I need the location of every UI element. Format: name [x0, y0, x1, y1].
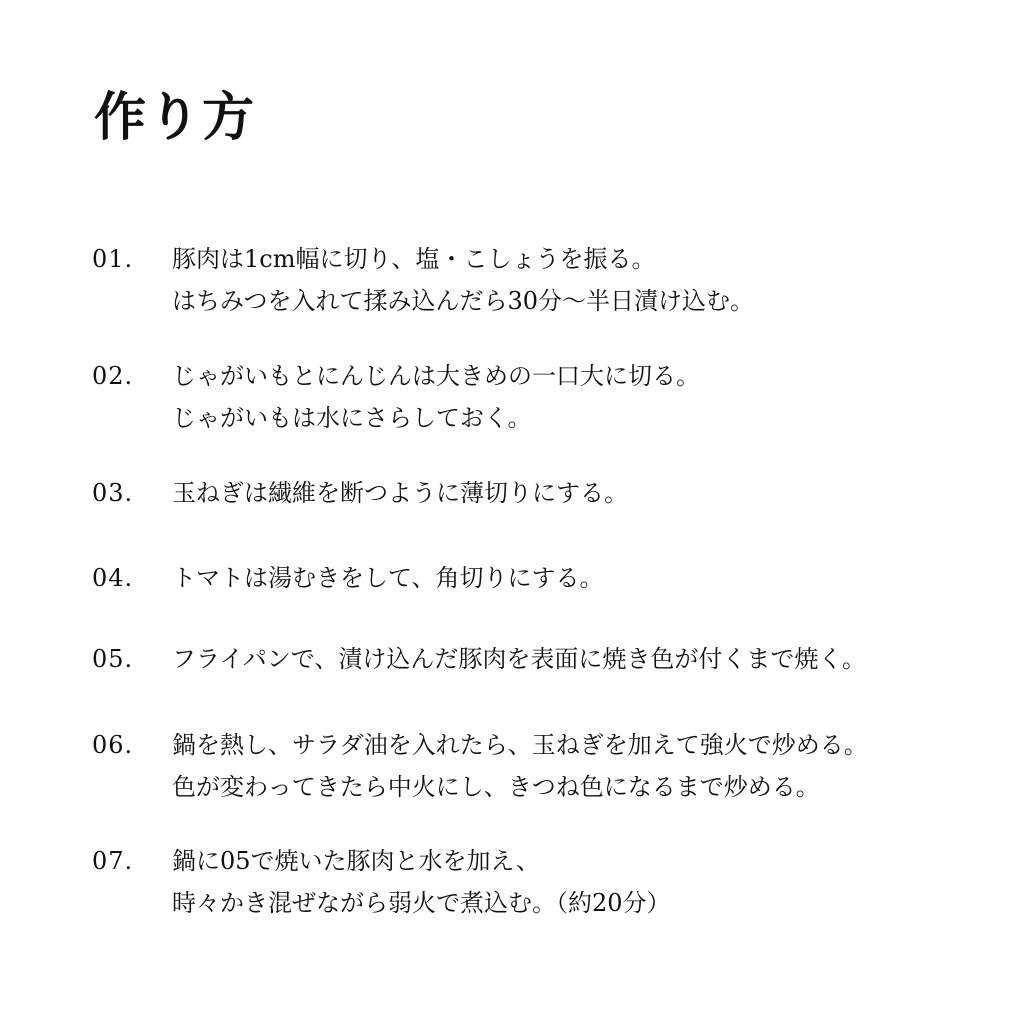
step-text	[172, 724, 868, 808]
page-title: 作り方	[94, 87, 257, 148]
step-text	[172, 557, 604, 599]
step-text	[172, 355, 700, 439]
step-line: 鍋に05で焼いた豚肉と水を加え、	[172, 847, 540, 875]
step-line: 玉ねぎは繊維を断つように薄切りにする。	[172, 479, 628, 507]
step-number: 05.	[92, 645, 134, 673]
step-line: トマトは湯むきをして、角切りにする。	[172, 564, 604, 592]
step-line: じゃがいもは水にさらしておく。	[172, 404, 532, 432]
step-text	[172, 840, 671, 924]
step-number: 07.	[92, 847, 134, 875]
step-text	[172, 638, 866, 680]
step-number: 04.	[92, 564, 134, 592]
step-line: 鍋を熱し、サラダ油を入れたら、玉ねぎを加えて強火で炒める。	[172, 731, 868, 759]
step-line: 色が変わってきたら中火にし、きつね色になるまで炒める。	[172, 773, 820, 801]
step-text	[172, 238, 754, 322]
step-line: フライパンで、漬け込んだ豚肉を表面に焼き色が付くまで焼く。	[172, 645, 866, 673]
step-line: じゃがいもとにんじんは大きめの一口大に切る。	[172, 362, 700, 390]
step-number: 01.	[92, 245, 134, 273]
step-line: 時々かき混ぜながら弱火で煮込む。（約20分）	[172, 889, 671, 917]
step-line: はちみつを入れて揉み込んだら30分〜半日漬け込む。	[172, 287, 755, 315]
step-number: 03.	[92, 479, 134, 507]
step-text	[172, 472, 628, 514]
step-line: 豚肉は1cm幅に切り、塩・こしょうを振る。	[172, 245, 656, 273]
step-number: 02.	[92, 362, 134, 390]
step-number: 06.	[92, 731, 134, 759]
